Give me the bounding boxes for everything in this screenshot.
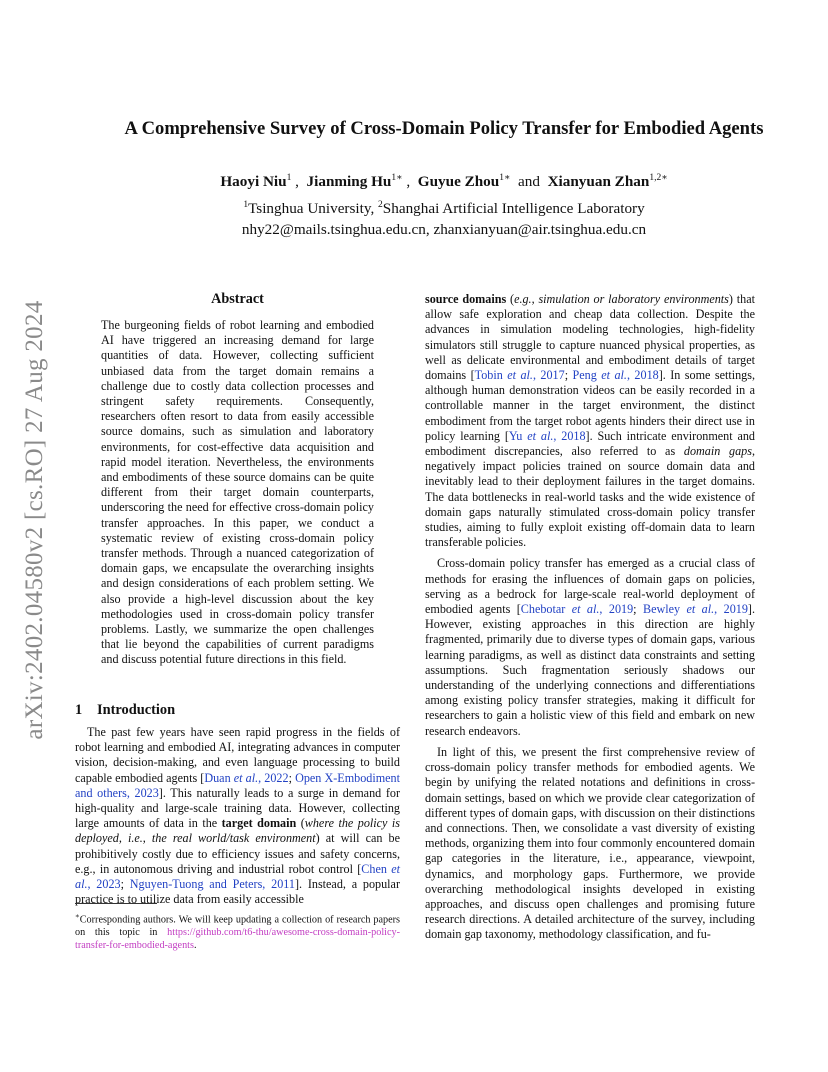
citation-nguyen-tuong[interactable]: Nguyen-Tuong and Peters, 2011 (129, 877, 295, 892)
author-4: Xianyuan Zhan (547, 173, 650, 191)
abstract-heading: Abstract (211, 291, 264, 307)
citation-chebotar[interactable]: Chebotar et al., 2019 (520, 602, 634, 617)
github-link[interactable]: https://github.com/t6-thu/awesome-cross-domain-policy-transfer-for-embodied-agents (75, 926, 400, 951)
citation-duan[interactable]: Duan et al., 2022 (204, 770, 289, 785)
footnote-rule (75, 903, 157, 904)
citation-bewley[interactable]: Bewley et al., 2019 (642, 602, 748, 617)
author-1: Haoyi Niu (220, 173, 287, 191)
intro-paragraph-1a: The past few years have seen rapid progress in the fields of robot learning and embodied AI, integrating advances in computer vision, decision-making, and even language processing to build capable embodied agents [Duan et al., 2022; Open X-Embodiment and others, 2023]. This naturally leads to a surge in demand for high-quality and large-scale training data. However, collecting large amounts of data in the target domain (where the policy is deployed, i.e., the real world/task environment) at will can be prohibitively costly due to efficiency issues and safety concerns, e.g., in autonomous driving and industrial robot control [Chen et al., 2023; Nguyen-Tuong and Peters, 2011]. Instead, a popular practice is to utilize data from easily accessible (75, 725, 400, 907)
intro-paragraph-1b: source domains (e.g., simulation or laboratory environments) that allow safe exploration and cheap data collection. Despite the advances in simulation modeling technologies, high-fidelity simulators still struggle to capture nuanced physical properties, as well as delicate environmental and embodiment details of target domains [Tobin et al., 2017; Peng et al., 2018]. In some settings, although human demonstration videos can be easily recorded in a controllable manner in the target environment, the distinct embodiment from the target robot agents hinders their direct use in policy learning [Yu et al., 2018]. Such intricate environment and embodiment discrepancies, also referred to as domain gaps, negatively impact policies trained on source domain data and inevitably lead to their deployment failures in the target domains. The data bottlenecks in real-world tasks and the wide existence of domain gaps naturally stimulated cross-domain policy transfer studies, aiming to fully exploit existing off-domain data to learn transferable policies. (425, 292, 756, 550)
arxiv-id-text: arXiv:2402.04580v2 [cs.RO] 27 Aug 2024 (21, 300, 48, 740)
intro-right-column (425, 292, 755, 943)
affiliations (60, 195, 828, 240)
intro-paragraph-3: In light of this, we present the first comprehensive review of cross-domain policy transfer methods for embodied agents. We begin by unifying the related notations and definitions in cross-domain settings, based on which we provide clear categorization of different types of domain gaps, with discussion on their distinctions and connections. Then, we consolidate a vast diversity of existing methods, organizing them into four commonly encountered domain gap categories in the literature, i.e., appearance, viewpoint, dynamics, and morphology gaps. Furthermore, we provide overarching methodological insights developed in existing approaches, and discuss open challenges and promising future research directions. A detailed architecture of the survey, including domain gap taxonomy, methodology classification, and fu- (425, 744, 755, 942)
citation-yu[interactable]: Yu et al., 2018 (508, 428, 586, 443)
abstract-text: The burgeoning fields of robot learning and embodied AI have triggered an increasing demand for large quantities of data. However, collecting sufficient unbiased data from the target domain remains a challenge due to costly data collection processes and stringent safety requirements. Consequently, researchers often resort to data from easily accessible source domains, such as simulation and laboratory environments, for cost-effective data acquisition and rapid model iteration. Nevertheless, the environments and embodiments of these source domains can be quite different from their target domain counterparts, underscoring the need for effective cross-domain policy transfer approaches. In this paper, we conduct a systematic review of existing cross-domain policy transfer methods. Through a nuanced categorization of domain gaps, we encapsulate the overarching insights and design considerations of each problem setting. We also provide a high-level discussion about the key methodologies used in cross-domain policy transfer problems. Lastly, we summarize the open challenges that lie beyond the capabilities of current paradigms and discuss potential future directions in this field. (101, 318, 374, 667)
author-list: Haoyi Niu$^1$ , Jianming $Hu^{1∗}$ , Guyue Zhou$^{1∗}$ and Xianyuan Zhan$^{1,2∗}$ (220, 173, 668, 191)
author-3: Guyue Zhou (417, 173, 500, 191)
author-emails: nhy22@mails.tsinghua.edu.cn, zhanxianyuan@air.tsinghua.edu.cn (241, 221, 647, 239)
author-2: Jianming Hu (306, 173, 392, 191)
intro-paragraph-2: Cross-domain policy transfer has emerged as a crucial class of methods for erasing the influences of domain gaps on policies, serving as a bedrock for large-scale real-world deployment of embodied agents [Chebotar et al., 2019; Bewley et al., 2019]. However, existing approaches in this direction are highly fragmented, primarily due to diverse types of domain gaps, various learning paradigms, as well as distinct data constraints and setting assumptions. Such fragmentation seriously shadows our understanding of the underlying connections and differentiations among existing policy transfer strategies, making it difficult for researchers to gain a holistic view of this field and embark on new research endeavors. (425, 556, 755, 738)
citation-tobin[interactable]: Tobin et al., 2017 (474, 368, 565, 383)
section-heading-introduction: 1 Introduction (75, 702, 176, 718)
paper-title: A Comprehensive Survey of Cross-Domain Policy Transfer for Embodied Agents (124, 118, 764, 139)
citation-peng[interactable]: Peng et al., 2018 (572, 368, 659, 383)
abstract-body (101, 318, 374, 668)
citation-chen[interactable]: Chen et al., 2023 (75, 861, 400, 892)
citation-open-x[interactable]: Open X-Embodiment and others, 2023 (75, 770, 400, 800)
intro-left-column (75, 725, 400, 907)
arxiv-identifier (12, 270, 58, 770)
footnote: ∗Corresponding authors. We will keep updating a collection of research papers on this topic in https://github.com/t6-thu/awesome-cross-domain-policy-transfer-for-embodied-agents. (75, 912, 400, 951)
affiliation-line: $^1$Tsinghua University, $^2$Shanghai Artificial Intelligence Laboratory (243, 200, 645, 218)
